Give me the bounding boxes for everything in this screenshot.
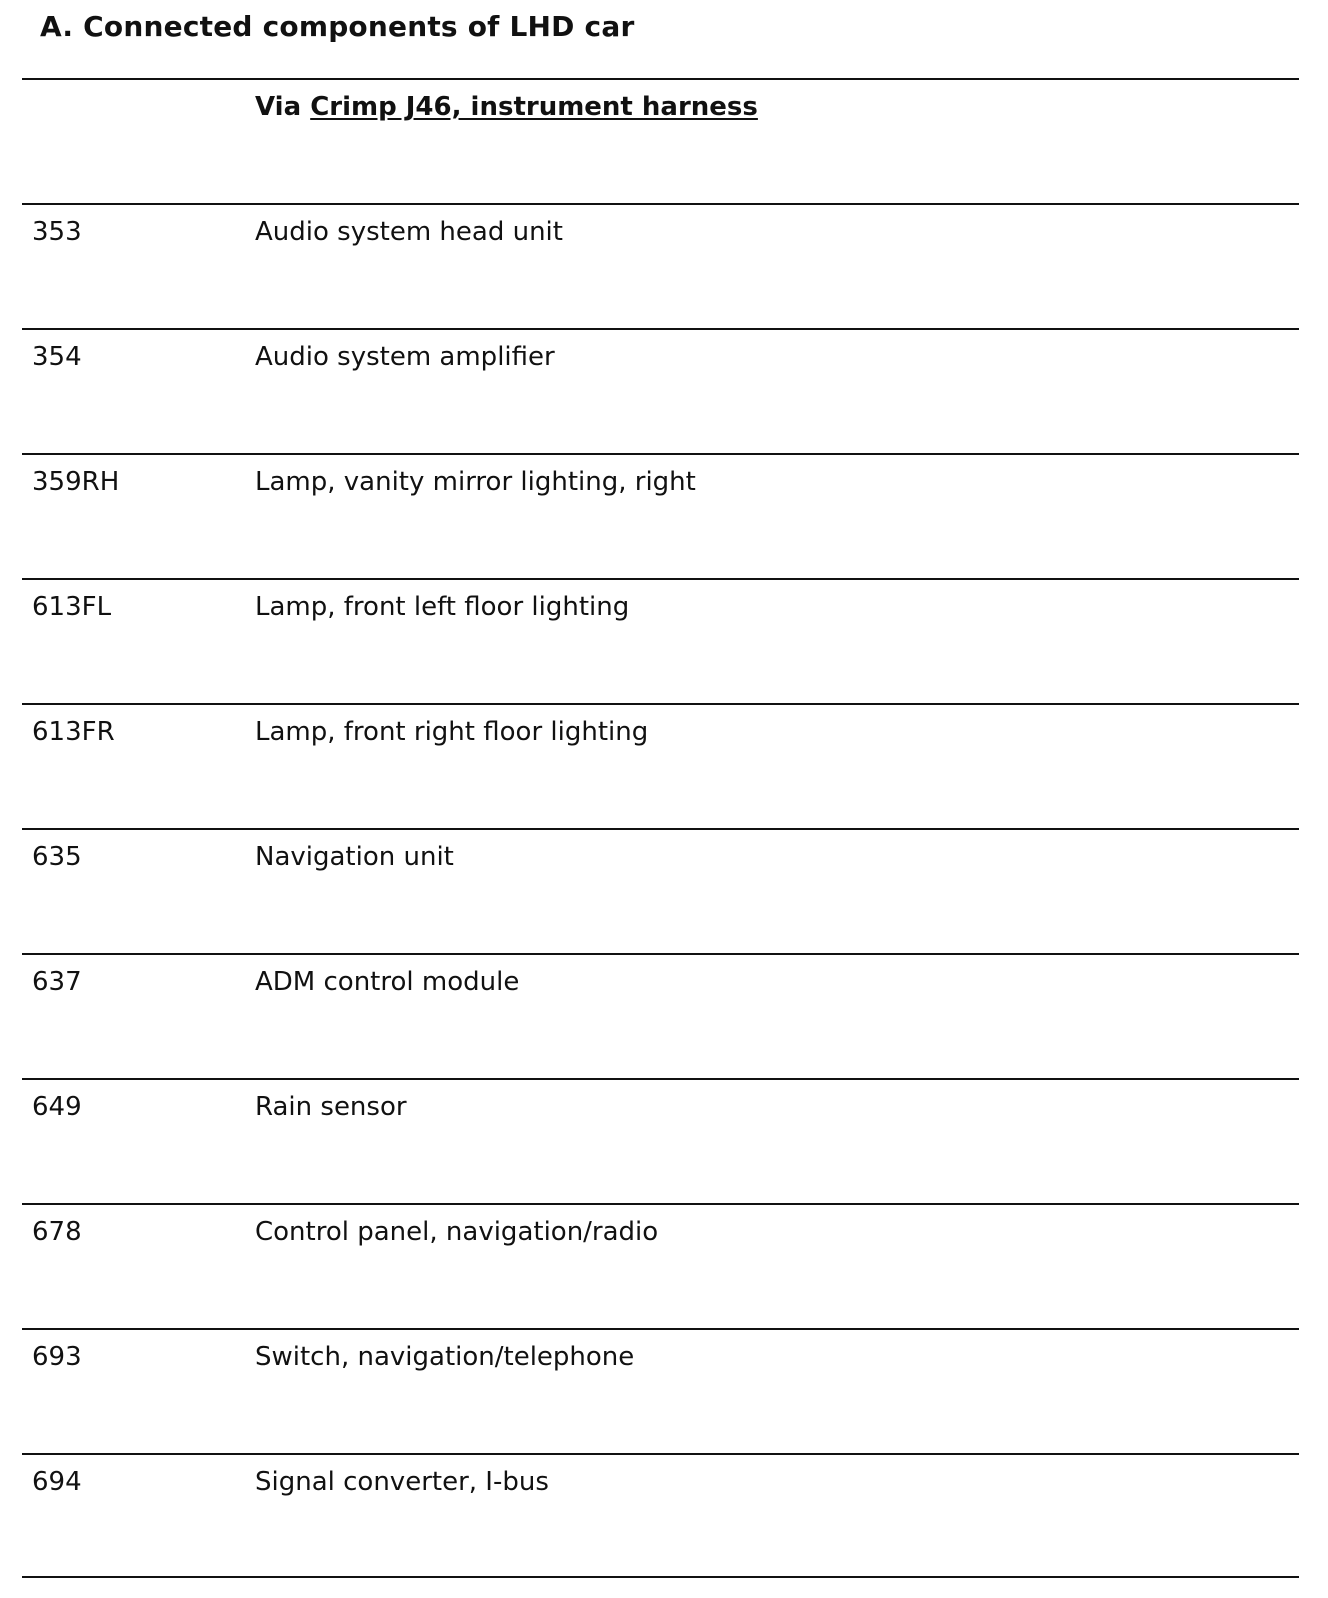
component-description: Navigation unit: [255, 842, 454, 872]
component-code: 353: [32, 217, 82, 247]
component-description: Control panel, navigation/radio: [255, 1217, 659, 1247]
component-code: 649: [32, 1092, 82, 1122]
page-title: A. Connected components of LHD car: [40, 10, 635, 43]
table-row: [22, 328, 1299, 453]
component-description: Lamp, front right floor lighting: [255, 717, 649, 747]
component-code: 354: [32, 342, 82, 372]
component-code: 694: [32, 1467, 82, 1497]
table-row: [22, 703, 1299, 828]
table-row: [22, 1453, 1299, 1578]
table-row: [22, 578, 1299, 703]
table-row: [22, 1203, 1299, 1328]
table-row: [22, 203, 1299, 328]
component-code: 359RH: [32, 467, 120, 497]
component-code: 635: [32, 842, 82, 872]
header-prefix: Via: [255, 92, 311, 122]
component-code: 678: [32, 1217, 82, 1247]
component-code: 637: [32, 967, 82, 997]
table-row: [22, 453, 1299, 578]
component-code: 693: [32, 1342, 82, 1372]
component-description: Lamp, front left floor lighting: [255, 592, 630, 622]
component-description: Switch, navigation/telephone: [255, 1342, 635, 1372]
table-header-row: [22, 78, 1299, 203]
component-description: Signal converter, I-bus: [255, 1467, 549, 1497]
component-code: 613FL: [32, 592, 112, 622]
crimp-link[interactable]: Crimp J46, instrument harness: [310, 92, 758, 122]
components-table: [22, 78, 1299, 1578]
table-row: [22, 953, 1299, 1078]
component-description: Rain sensor: [255, 1092, 407, 1122]
table-row: [22, 1078, 1299, 1203]
component-code: 613FR: [32, 717, 115, 747]
component-description: Audio system amplifier: [255, 342, 555, 372]
component-description: Lamp, vanity mirror lighting, right: [255, 467, 696, 497]
header-label: [255, 92, 758, 122]
table-row: [22, 828, 1299, 953]
component-description: Audio system head unit: [255, 217, 563, 247]
table-row: [22, 1328, 1299, 1453]
component-description: ADM control module: [255, 967, 520, 997]
